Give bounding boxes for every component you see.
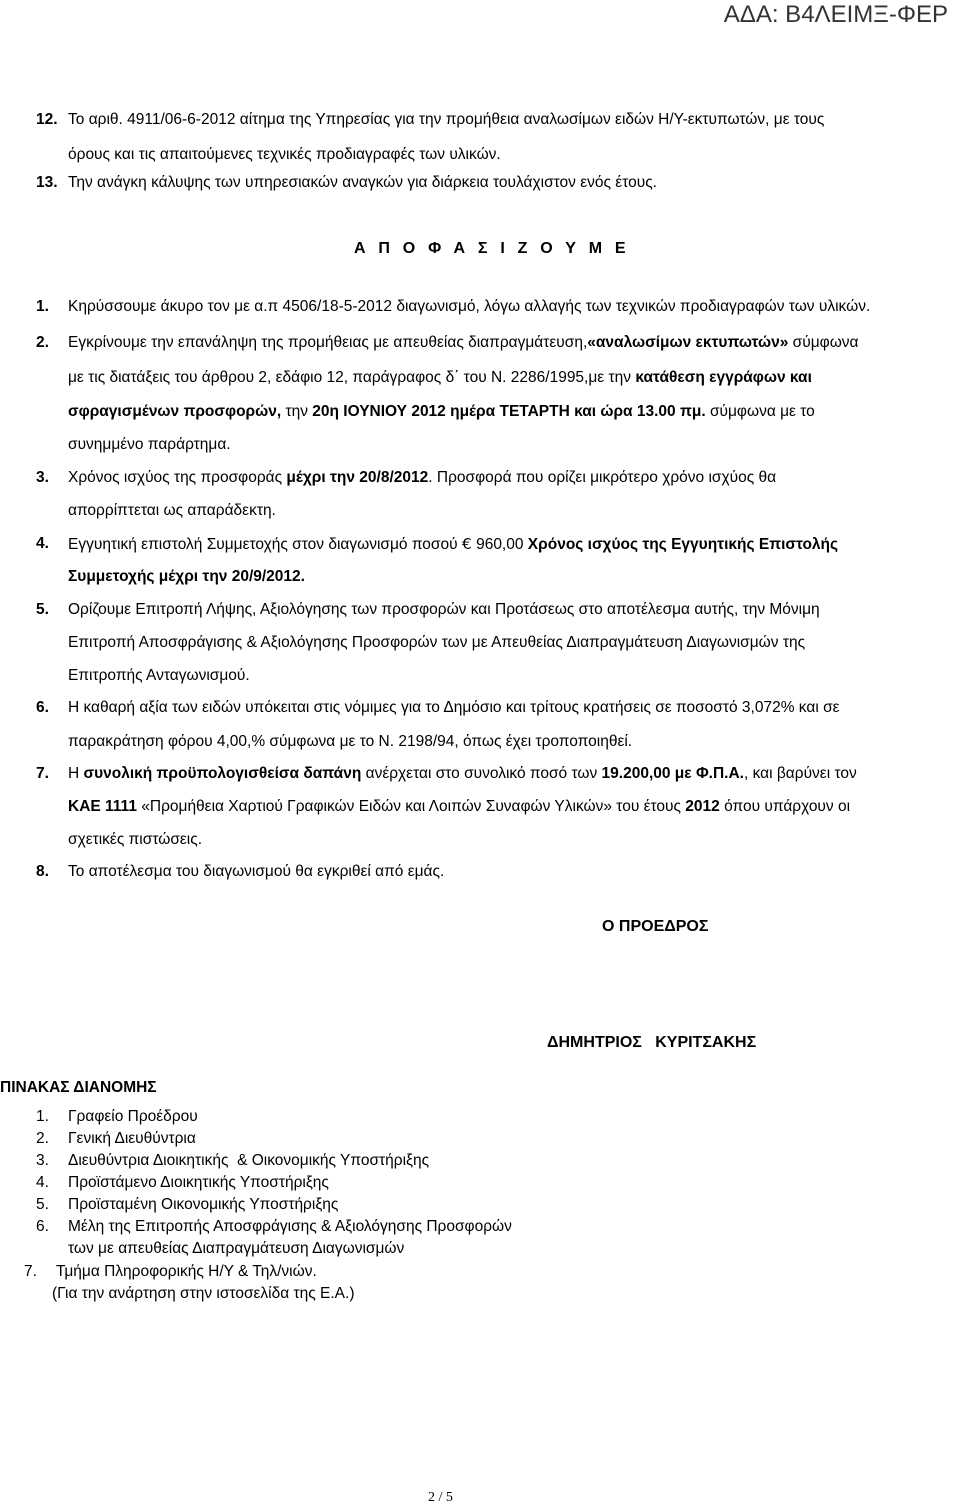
item-text-line: Συμμετοχής μέχρι την 20/9/2012. xyxy=(68,568,305,585)
list-item: Διευθύντρια Διοικητικής & Οικονομικής Υποστήριξης xyxy=(68,1152,430,1169)
list-item-number: 6. xyxy=(36,1218,49,1235)
list-item: Μέλη της Επιτροπής Αποσφράγισης & Αξιολόγησης Προσφορών xyxy=(68,1218,512,1235)
item-text-line: σφραγισμένων προσφορών, την 20η ΙΟΥΝΙΟΥ 2012 ημέρα ΤΕΤΑΡΤΗ και ώρα 13.00 πμ. σύμφωνα με το xyxy=(68,403,815,420)
item-number: 1. xyxy=(36,298,49,315)
consideration-text: Την ανάγκη κάλυψης των υπηρεσιακών αναγκών για διάρκεια τουλάχιστον ενός έτους. xyxy=(68,174,657,191)
consideration-text: Το αριθ. 4911/06-6-2012 αίτημα της Υπηρεσίας για την προμήθεια αναλωσίμων ειδών Η/Υ-εκτυπωτών, με τους xyxy=(68,111,825,128)
list-item-number: 5. xyxy=(36,1196,49,1213)
item-number: 8. xyxy=(36,863,49,880)
item-text-line: με τις διατάξεις του άρθρου 2, εδάφιο 12, παράγραφος δ΄ του Ν. 2286/1995,με την κατάθεση εγγράφων και xyxy=(68,369,812,386)
item-number: 4. xyxy=(36,535,49,552)
list-item: Γραφείο Προέδρου xyxy=(68,1108,198,1125)
list-item-number: 3. xyxy=(36,1152,49,1169)
item-text-line: ΚΑΕ 1111 «Προμήθεια Χαρτιού Γραφικών Ειδών και Λοιπών Συναφών Υλικών» του έτους 2012 όπου υπάρχουν οι xyxy=(68,798,851,815)
item-text-line: Επιτροπή Αποσφράγισης & Αξιολόγησης Προσφορών των με Απευθείας Διαπραγμάτευση Διαγωνισμών της xyxy=(68,634,806,651)
decision-title: Α Π Ο Φ Α Σ Ι Ζ Ο Υ Μ Ε xyxy=(354,240,630,257)
euro-icon: € xyxy=(461,535,472,553)
list-item-number: 7. xyxy=(24,1263,37,1280)
item-text-line: Επιτροπής Ανταγωνισμού. xyxy=(68,667,250,684)
item-text: Κηρύσσουμε άκυρο τον με α.π 4506/18-5-2012 διαγωνισμό, λόγω αλλαγής των τεχνικών προδιαγραφών των υλικών. xyxy=(68,298,871,315)
signature-role: Ο ΠΡΟΕΔΡΟΣ xyxy=(602,918,709,935)
item-number: 13. xyxy=(36,174,58,191)
item-text-line: παρακράτηση φόρου 4,00,% σύμφωνα με το Ν. 2198/94, όπως έχει τροποποιηθεί. xyxy=(68,733,633,750)
item-text-line: σχετικές πιστώσεις. xyxy=(68,831,203,848)
item-text-line: Χρόνος ισχύος της προσφοράς μέχρι την 20/8/2012. Προσφορά που ορίζει μικρότερο χρόνο ισχύος θα xyxy=(68,469,777,486)
distribution-title: ΠΙΝΑΚΑΣ ΔΙΑΝΟΜΗΣ xyxy=(0,1079,157,1096)
list-item: Γενική Διευθύντρια xyxy=(68,1130,196,1147)
consideration-text: όρους και τις απαιτούμενες τεχνικές προδιαγραφές των υλικών. xyxy=(68,146,501,163)
list-item: Προϊσταμένη Οικονομικής Υποστήριξης xyxy=(68,1196,339,1213)
page-number: 2 / 5 xyxy=(428,1490,453,1505)
item-text-line: Το αποτέλεσμα του διαγωνισμού θα εγκριθεί από εμάς. xyxy=(68,863,445,880)
list-item-continuation: των με απευθείας Διαπραγμάτευση Διαγωνισμών xyxy=(68,1240,405,1257)
item-text-line: Η συνολική προϋπολογισθείσα δαπάνη ανέρχεται στο συνολικό ποσό των 19.200,00 με Φ.Π.Α., και βαρύνει τον xyxy=(68,765,857,782)
item-number: 5. xyxy=(36,601,49,618)
item-number: 2. xyxy=(36,334,49,351)
list-item-continuation: (Για την ανάρτηση στην ιστοσελίδα της Ε.Α.) xyxy=(52,1285,355,1302)
list-item-number: 1. xyxy=(36,1108,49,1125)
item-number: 7. xyxy=(36,765,49,782)
item-text-line: συνημμένο παράρτημα. xyxy=(68,436,231,453)
item-text-line: Εγγυητική επιστολή Συμμετοχής στον διαγωνισμό ποσού € 960,00 Χρόνος ισχύος της Εγγυητικής Επιστολής xyxy=(68,535,839,553)
ada-code: ΑΔΑ: Β4ΛΕΙΜΞ-ΦΕΡ xyxy=(723,1,948,28)
list-item-number: 2. xyxy=(36,1130,49,1147)
signature-name: ΔΗΜΗΤΡΙΟΣ ΚΥΡΙΤΣΑΚΗΣ xyxy=(547,1034,757,1051)
list-item: Τμήμα Πληροφορικής Η/Υ & Τηλ/νιών. xyxy=(56,1263,317,1280)
item-text-line: Ορίζουμε Επιτροπή Λήψης, Αξιολόγησης των προσφορών και Προτάσεως στο αποτέλεσμα αυτής, την Μόνιμη xyxy=(68,601,820,618)
item-number: 12. xyxy=(36,111,58,128)
item-text-line: απορρίπτεται ως απαράδεκτη. xyxy=(68,502,276,519)
list-item-number: 4. xyxy=(36,1174,49,1191)
item-text-line: Η καθαρή αξία των ειδών υπόκειται στις νόμιμες για το Δημόσιο και τρίτους κρατήσεις σε ποσοστό 3,072% και σε xyxy=(68,699,840,716)
item-number: 6. xyxy=(36,699,49,716)
item-text-line: Εγκρίνουμε την επανάληψη της προμήθειας με απευθείας διαπραγμάτευση,«αναλωσίμων εκτυπωτών» σύμφωνα xyxy=(68,334,859,351)
list-item: Προϊστάμενο Διοικητικής Υποστήριξης xyxy=(68,1174,329,1191)
item-number: 3. xyxy=(36,469,49,486)
